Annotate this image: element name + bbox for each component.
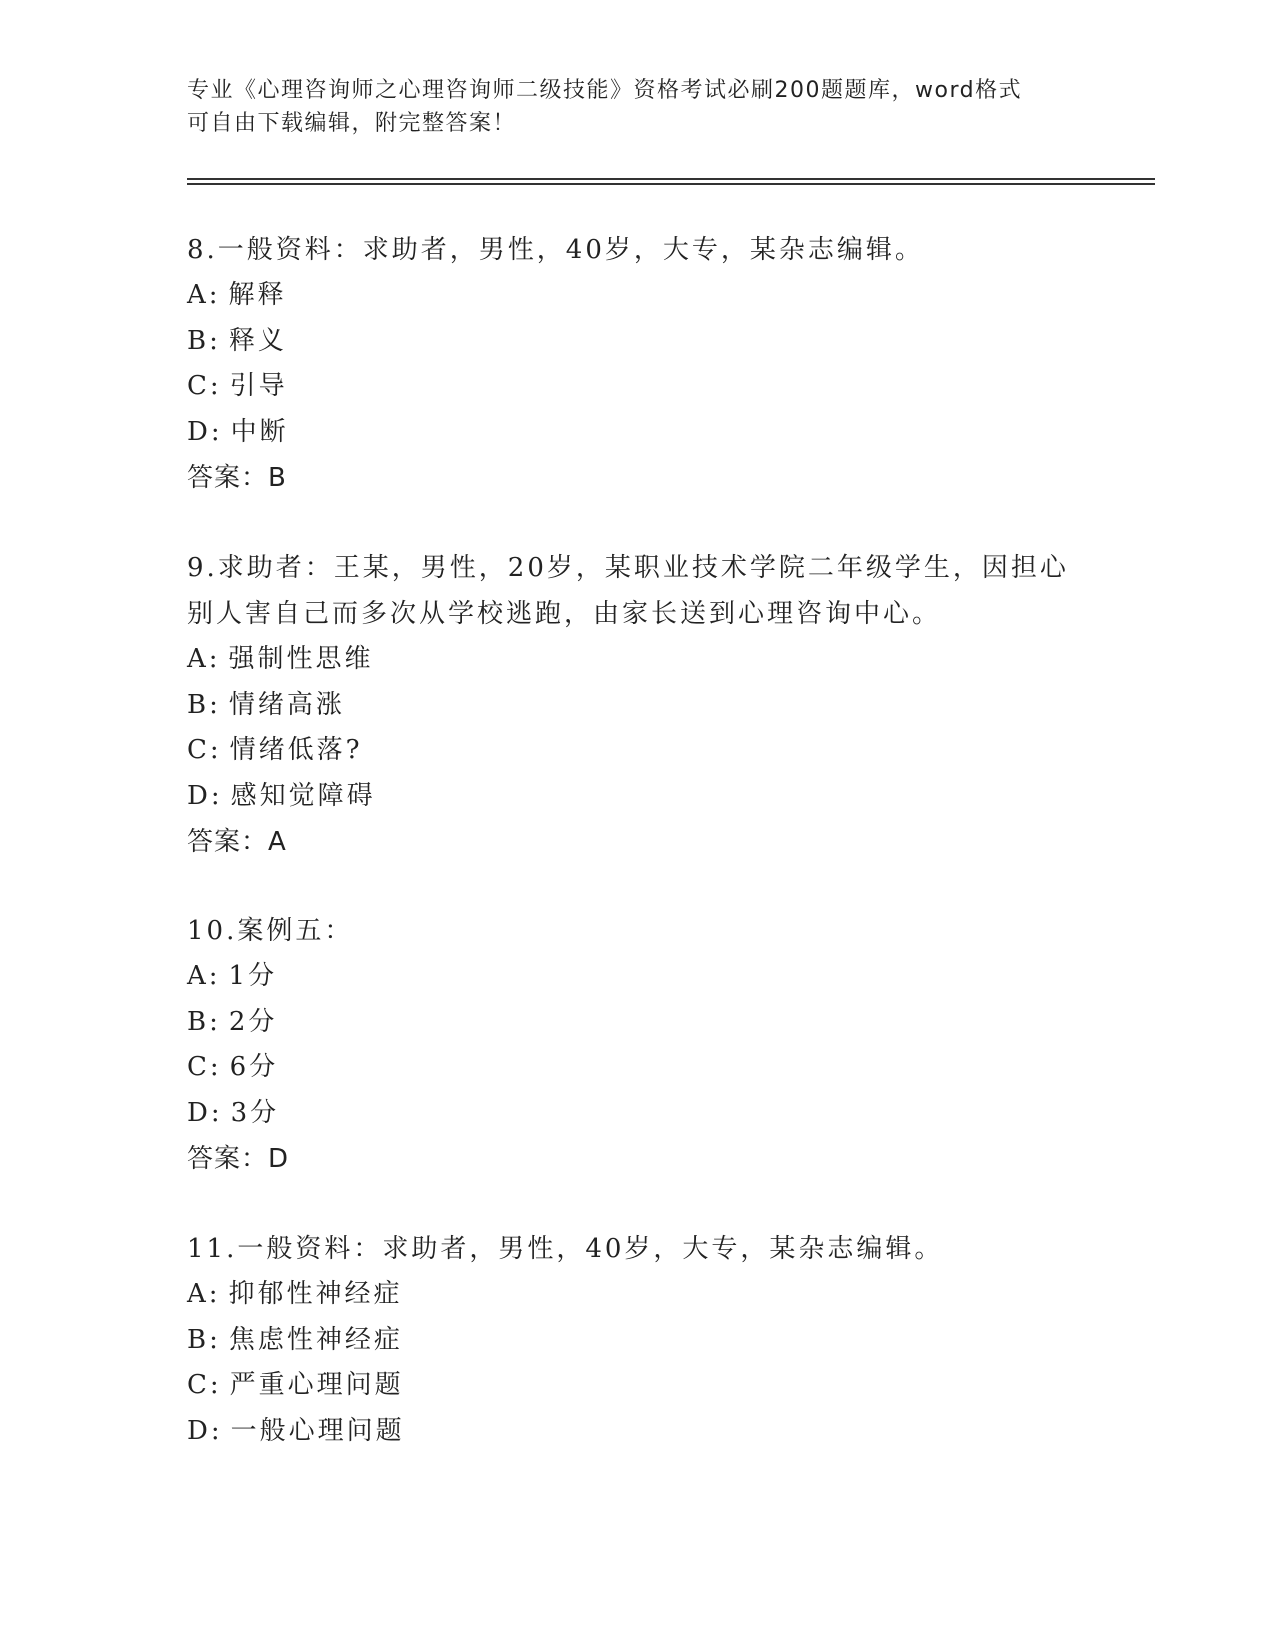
question-stem: 9.求助者：王某，男性，20岁，某职业技术学院二年级学生，因担心 [187, 553, 1069, 583]
option-text: 中断 [230, 416, 289, 447]
header-divider-bottom [187, 183, 1155, 185]
option-text: 情绪低落? [229, 735, 363, 765]
option-letter: A: [187, 961, 221, 991]
option-letter: B: [187, 1324, 221, 1355]
question-stem: 11.一般资料：求助者，男性，40岁，大专，某杂志编辑。 [187, 1234, 944, 1264]
option-text: 感知觉障碍 [230, 780, 376, 811]
option-c [187, 364, 1087, 410]
option-c [187, 1045, 1087, 1091]
question-8 [187, 227, 1087, 501]
option-letter: A: [187, 1279, 221, 1309]
option-text: 情绪高涨 [228, 689, 345, 720]
option-letter: A: [187, 280, 221, 310]
option-text: 焦虑性神经症 [228, 1324, 403, 1355]
option-d [187, 774, 1087, 820]
option-a [187, 1272, 1087, 1318]
option-text: 6分 [229, 1052, 279, 1082]
option-text: 2分 [228, 1006, 278, 1037]
document-header [187, 74, 1067, 140]
header-divider-top [187, 178, 1155, 180]
option-text: 释义 [228, 325, 287, 356]
option-b [187, 1318, 1087, 1364]
option-d [187, 1091, 1087, 1137]
option-letter: B: [187, 1006, 221, 1037]
question-9 [187, 545, 1087, 865]
header-line-2: 可自由下载编辑，附完整答案！ [187, 111, 517, 136]
option-letter: D: [187, 1415, 223, 1446]
option-a [187, 954, 1087, 1000]
option-letter: B: [187, 689, 221, 720]
option-d [187, 1409, 1087, 1455]
question-11 [187, 1226, 1087, 1454]
option-text: 解释 [228, 280, 287, 310]
option-b [187, 319, 1087, 365]
option-text: 严重心理问题 [229, 1370, 404, 1400]
option-text: 引导 [229, 371, 288, 401]
option-a [187, 637, 1087, 683]
option-letter: A: [187, 644, 221, 674]
option-c [187, 728, 1087, 774]
answer-label: 答案：D [187, 1144, 290, 1174]
header-line-1: 专业《心理咨询师之心理咨询师二级技能》资格考试必刷200题题库，word格式 [187, 78, 1023, 103]
question-stem: 8.一般资料：求助者，男性，40岁，大专，某杂志编辑。 [187, 235, 924, 265]
option-letter: D: [187, 1097, 223, 1128]
option-d [187, 410, 1087, 456]
option-text: 3分 [230, 1097, 280, 1128]
option-text: 抑郁性神经症 [228, 1279, 403, 1309]
option-letter: C: [187, 735, 222, 765]
question-stem: 10.案例五： [187, 916, 354, 946]
option-text: 1分 [228, 961, 278, 991]
option-letter: D: [187, 780, 223, 811]
option-letter: B: [187, 325, 221, 356]
option-b [187, 683, 1087, 729]
option-letter: C: [187, 371, 222, 401]
option-text: 一般心理问题 [230, 1415, 405, 1446]
option-text: 强制性思维 [228, 644, 374, 674]
question-stem-continued: 别人害自己而多次从学校逃跑，由家长送到心理咨询中心。 [187, 599, 942, 629]
option-letter: C: [187, 1370, 222, 1400]
option-c [187, 1363, 1087, 1409]
answer-label: 答案：A [187, 827, 287, 857]
answer-label: 答案：B [187, 463, 287, 493]
option-letter: C: [187, 1052, 222, 1082]
option-letter: D: [187, 416, 223, 447]
option-a [187, 273, 1087, 319]
question-10 [187, 908, 1087, 1182]
option-b [187, 1000, 1087, 1046]
